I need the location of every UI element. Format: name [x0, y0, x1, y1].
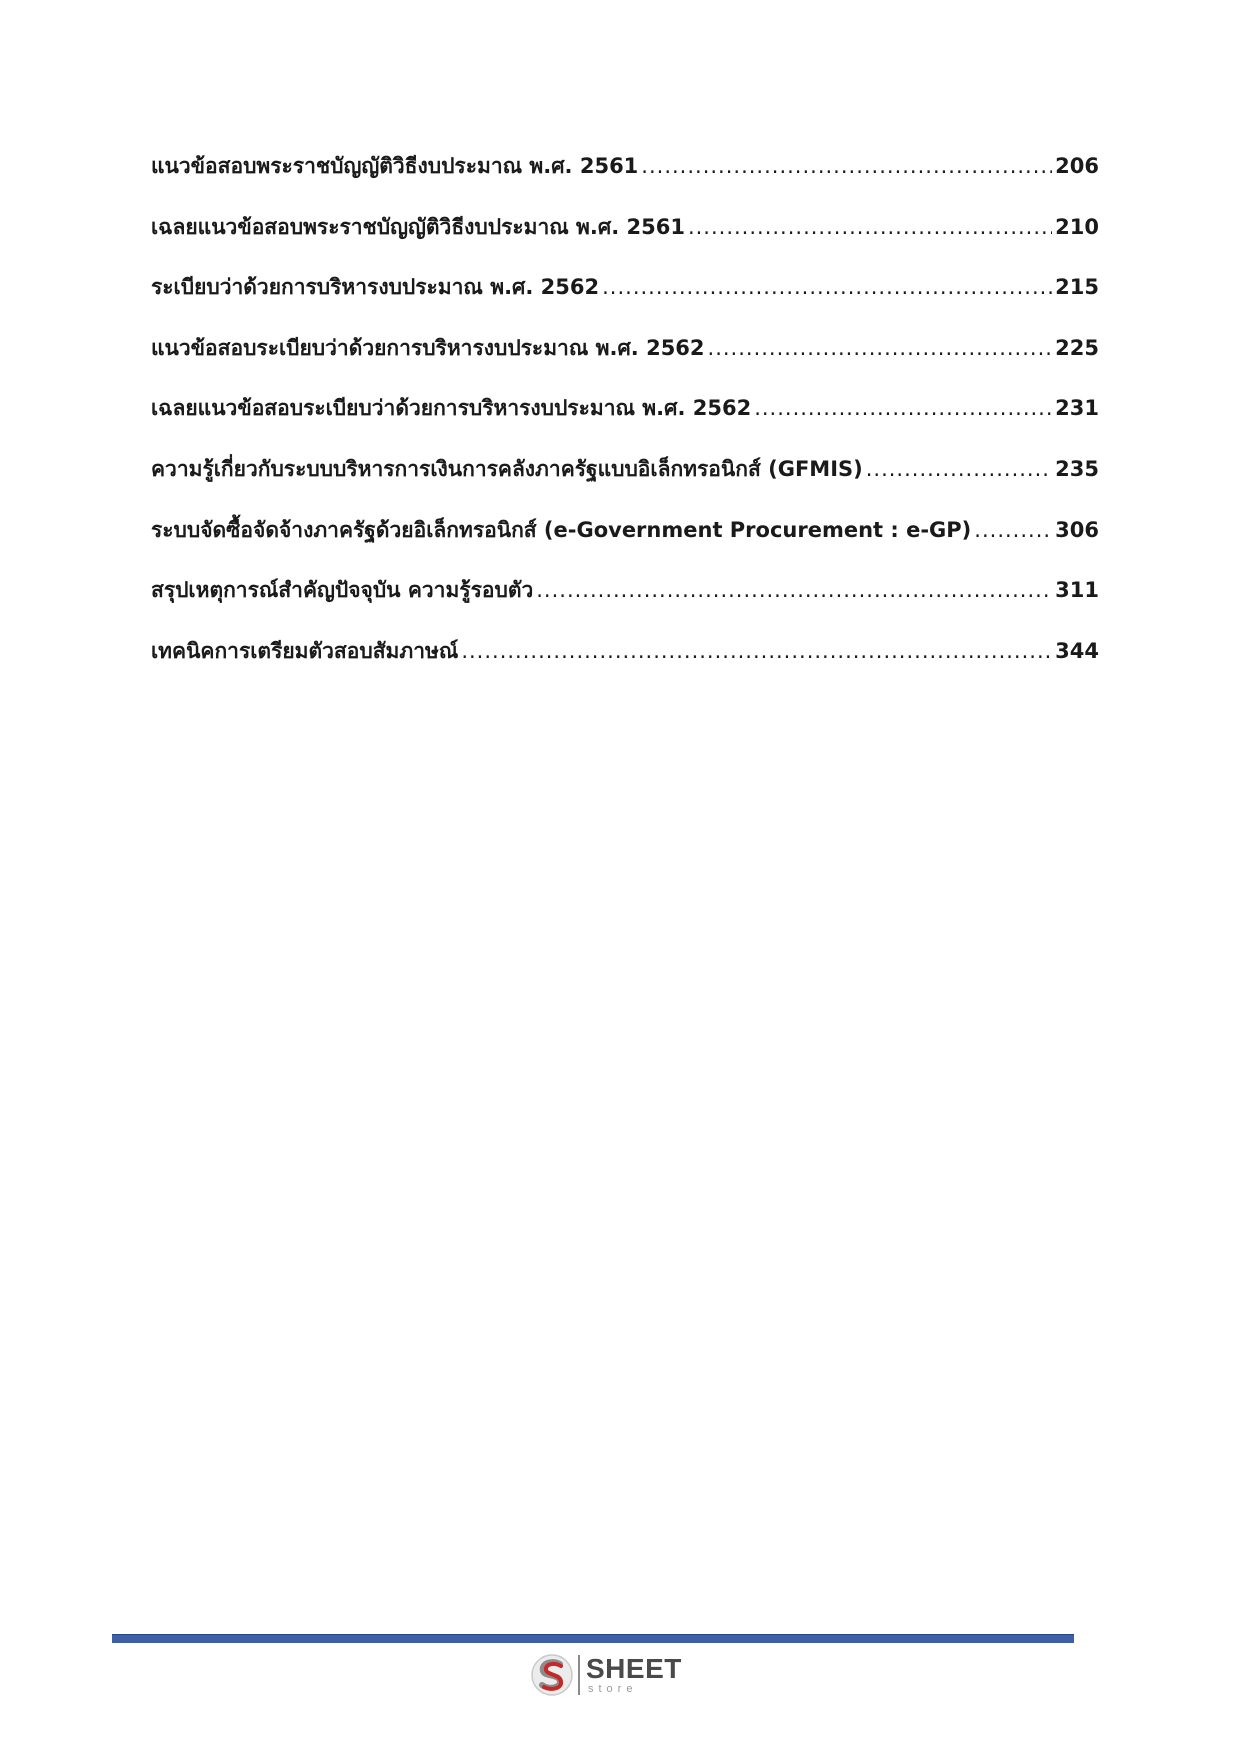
toc-entry-page: 215: [1055, 275, 1099, 300]
dot-leader: [974, 518, 1052, 542]
logo-text: [586, 1655, 682, 1695]
toc-entry-page: 210: [1055, 214, 1099, 239]
dot-leader: [536, 578, 1052, 602]
toc-entry[interactable]: [151, 150, 1099, 211]
logo-word: SHEET: [586, 1653, 682, 1684]
toc-entry-title: สรุปเหตุการณ์สำคัญปัจจุบัน ความรู้รอบตัว: [151, 578, 534, 603]
dot-leader: [866, 457, 1052, 481]
toc-entry-page: 231: [1055, 396, 1099, 421]
dot-leader: [688, 215, 1052, 239]
dot-leader: [708, 336, 1053, 360]
toc-entry-page: 306: [1055, 517, 1099, 542]
toc-entry-title: ระบบจัดซื้อจัดจ้างภาครัฐด้วยอิเล็กทรอนิกส์ (e-Government Procurement : e-GP): [151, 517, 972, 542]
toc-entry-title: ความรู้เกี่ยวกับระบบบริหารการเงินการคลังภาครัฐแบบอิเล็กทรอนิกส์ (GFMIS): [151, 456, 863, 481]
toc-entry-title: เฉลยแนวข้อสอบระเบียบว่าด้วยการบริหารงบประมาณ พ.ศ. 2562: [151, 396, 752, 421]
toc-entry[interactable]: [151, 453, 1099, 514]
dot-leader: [461, 639, 1052, 663]
toc-entry-title: แนวข้อสอบพระราชบัญญัติวิธีงบประมาณ พ.ศ. 2561: [151, 154, 639, 178]
toc-entry[interactable]: [151, 574, 1099, 635]
toc-entry-page: 311: [1055, 578, 1099, 603]
dot-leader: [602, 275, 1052, 299]
toc-entry-page: 225: [1055, 335, 1099, 360]
toc-entry-page: 206: [1055, 154, 1099, 178]
toc-entry[interactable]: [151, 332, 1099, 393]
dot-leader: [754, 396, 1052, 420]
toc-entry[interactable]: [151, 514, 1099, 575]
logo-subword: store: [588, 1683, 638, 1695]
toc-entry-page: 344: [1055, 638, 1099, 663]
footer-rule: [112, 1634, 1074, 1643]
toc-entry[interactable]: [151, 271, 1099, 332]
toc-entry-title: เทคนิคการเตรียมตัวสอบสัมภาษณ์: [151, 638, 459, 663]
toc-entry[interactable]: [151, 392, 1099, 453]
sheet-store-logo: [530, 1652, 682, 1698]
sheet-store-s-icon: [530, 1653, 574, 1697]
toc-entry-title: แนวข้อสอบระเบียบว่าด้วยการบริหารงบประมาณ พ.ศ. 2562: [151, 335, 705, 360]
toc-entry[interactable]: [151, 635, 1099, 696]
table-of-contents: [151, 150, 1099, 695]
toc-entry-title: ระเบียบว่าด้วยการบริหารงบประมาณ พ.ศ. 2562: [151, 275, 600, 300]
toc-entry[interactable]: [151, 211, 1099, 272]
logo-divider: [578, 1655, 580, 1695]
dot-leader: [641, 154, 1052, 178]
toc-entry-title: เฉลยแนวข้อสอบพระราชบัญญัติวิธีงบประมาณ พ.ศ. 2561: [151, 214, 685, 239]
toc-entry-page: 235: [1055, 456, 1099, 481]
